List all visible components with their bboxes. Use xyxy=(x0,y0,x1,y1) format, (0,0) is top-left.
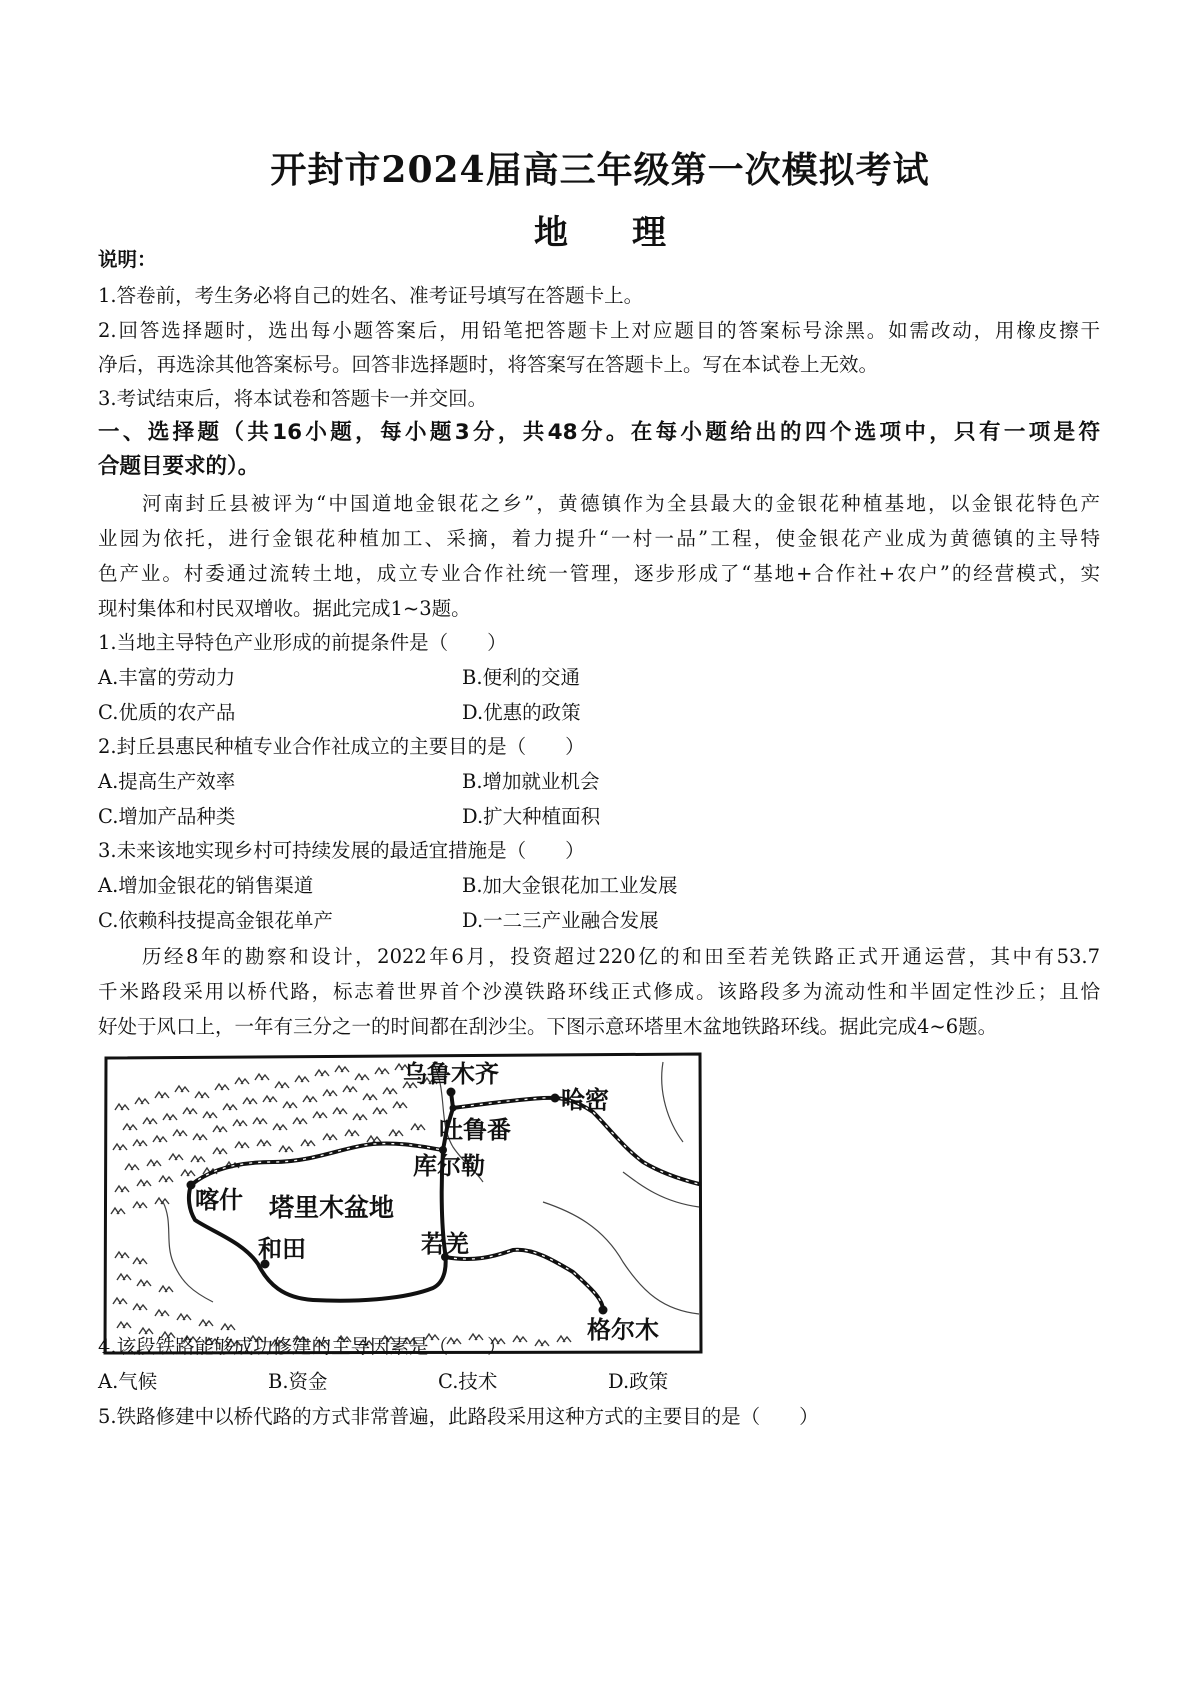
map-label-urumqi: 乌鲁木齐 xyxy=(403,1060,499,1088)
map-label-korla: 库尔勒 xyxy=(413,1152,485,1180)
question-1-stem: 1.当地主导特色产业形成的前提条件是（ ） xyxy=(98,631,507,654)
instruction-item-3: 3.考试结束后，将本试卷和答题卡一并交回。 xyxy=(98,387,488,410)
question-3-option-d[interactable]: D.一二三产业融合发展 xyxy=(462,909,659,932)
question-5-stem: 5.铁路修建中以桥代路的方式非常普遍，此路段采用这种方式的主要目的是（ ） xyxy=(98,1405,819,1428)
instruction-item-2a: 2.回答选择题时，选出每小题答案后，用铅笔把答题卡上对应题目的答案标号涂黑。如需改动，用橡皮擦干 xyxy=(98,319,1100,342)
station-dot-turpan xyxy=(450,1105,457,1112)
question-3-stem: 3.未来该地实现乡村可持续发展的最适宜措施是（ ） xyxy=(98,839,585,862)
station-dot-urumqi xyxy=(447,1088,456,1097)
question-3-option-a[interactable]: A.增加金银花的销售渠道 xyxy=(98,874,314,897)
passage1-line-4: 现村集体和村民双增收。据此完成1~3题。 xyxy=(98,597,471,620)
question-1-option-a[interactable]: A.丰富的劳动力 xyxy=(98,666,236,689)
question-3-option-b[interactable]: B.加大金银花加工业发展 xyxy=(462,874,678,897)
map-label-ruoqiang: 若羌 xyxy=(421,1230,469,1258)
map-label-kashgar: 喀什 xyxy=(195,1186,243,1214)
subject-char-1: 地 xyxy=(534,213,568,253)
question-4-option-b[interactable]: B.资金 xyxy=(268,1370,328,1393)
exam-title: 开封市2024届高三年级第一次模拟考试 xyxy=(270,149,930,191)
passage1-line-2: 业园为依托，进行金银花种植加工、采摘，着力提升“一村一品”工程，使金银花产业成为黄德镇的主导特 xyxy=(98,527,1100,550)
station-dot-hami xyxy=(551,1094,560,1103)
question-1-option-b[interactable]: B.便利的交通 xyxy=(462,666,581,689)
passage2-line-2: 千米路段采用以桥代路，标志着世界首个沙漠铁路环线正式修成。该路段多为流动性和半固定性沙丘；且恰 xyxy=(98,980,1100,1003)
question-4-option-c[interactable]: C.技术 xyxy=(438,1370,498,1393)
subject-char-2: 理 xyxy=(632,213,666,253)
map-label-golmud: 格尔木 xyxy=(587,1316,659,1344)
question-2-option-d[interactable]: D.扩大种植面积 xyxy=(462,805,601,828)
map-label-turpan: 吐鲁番 xyxy=(439,1116,511,1144)
question-2-option-a[interactable]: A.提高生产效率 xyxy=(98,770,236,793)
tarim-railway-map xyxy=(103,1052,703,1355)
question-4-option-a[interactable]: A.气候 xyxy=(98,1370,158,1393)
question-4-option-d[interactable]: D.政策 xyxy=(608,1370,669,1393)
question-3-option-c[interactable]: C.依赖科技提高金银花单产 xyxy=(98,909,333,932)
question-1-option-d[interactable]: D.优惠的政策 xyxy=(462,701,581,724)
passage1-line-1: 河南封丘县被评为“中国道地金银花之乡”，黄德镇作为全县最大的金银花种植基地，以金银花特色产 xyxy=(142,492,1100,515)
passage2-line-3: 好处于风口上，一年有三分之一的时间都在刮沙尘。下图示意环塔里木盆地铁路环线。据此完成4~6题。 xyxy=(98,1015,998,1038)
question-2-stem: 2.封丘县惠民种植专业合作社成立的主要目的是（ ） xyxy=(98,735,585,758)
passage1-line-3: 色产业。村委通过流转土地，成立专业合作社统一管理，逐步形成了“基地+合作社+农户”的经营模式，实 xyxy=(98,562,1100,585)
instructions-heading: 说明： xyxy=(98,248,157,271)
map-label-hami: 哈密 xyxy=(561,1086,609,1114)
question-2-option-c[interactable]: C.增加产品种类 xyxy=(98,805,236,828)
instruction-item-1: 1.答卷前，考生务必将自己的姓名、准考证号填写在答题卡上。 xyxy=(98,284,644,307)
question-2-option-b[interactable]: B.增加就业机会 xyxy=(462,770,600,793)
station-dot-golmud xyxy=(599,1306,608,1315)
map-label-hotan: 和田 xyxy=(258,1235,306,1263)
section-heading-line1: 一、选择题（共16小题，每小题3分，共48分。在每小题给出的四个选项中，只有一项是符 xyxy=(98,420,1100,445)
map-label-basin: 塔里木盆地 xyxy=(269,1193,395,1222)
question-1-option-c[interactable]: C.优质的农产品 xyxy=(98,701,236,724)
section-heading-line2: 合题目要求的）。 xyxy=(98,454,260,479)
question-4-stem: 4.该段铁路能够成功修建的主导因素是（ ） xyxy=(98,1335,507,1358)
instruction-item-2b: 净后，再选涂其他答案标号。回答非选择题时，将答案写在答题卡上。写在本试卷上无效。 xyxy=(98,353,879,376)
exam-subject xyxy=(0,205,1200,254)
passage2-line-1: 历经8年的勘察和设计，2022年6月，投资超过220亿的和田至若羌铁路正式开通运营，其中有53.7 xyxy=(142,945,1100,968)
